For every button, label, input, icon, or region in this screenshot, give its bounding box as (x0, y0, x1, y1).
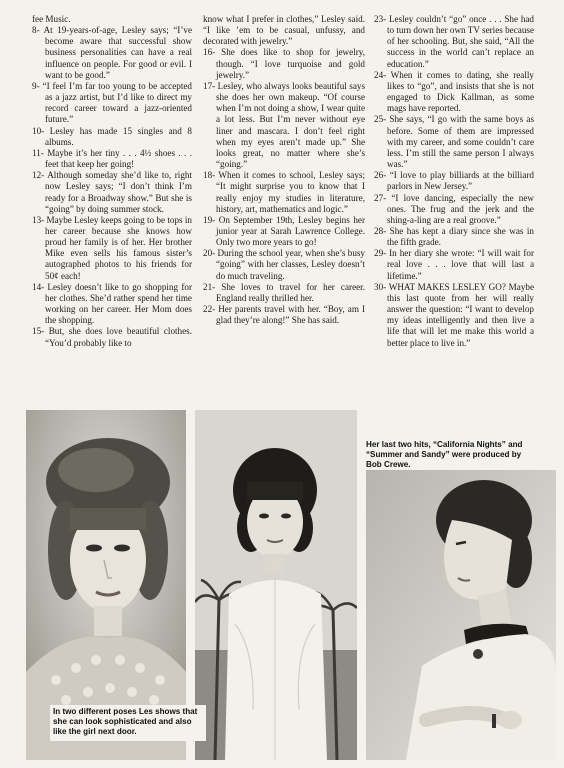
article-paragraph: 22- Her parents travel with her. “Boy, am I glad they’re along!” She has said. (203, 304, 365, 326)
article-paragraph: 11- Maybe it’s her tiny . . . 4½ shoes . . . feet that keep her going! (32, 147, 192, 170)
article-paragraph: 17- Lesley, who always looks beautiful says she does her own makeup. “Of course when I’m not doing a show, I wear quite a lot less. But I’m never without eye liner and mascara. I don’t feel right when my eyes aren’t made up.” She looks great, no matter where she’s “going.” (203, 80, 365, 170)
outdoor-portrait-photo (195, 410, 357, 760)
article-paragraph: 12- Although someday she’d like to, right now Lesley says; “I don’t think I’m ready for a Broadway show.” But she is “going” by doing summer stock. (32, 170, 192, 214)
photo-caption-left: In two different poses Les shows that she can look sophisticated and also like the girl next door. (50, 705, 206, 741)
article-paragraph: 27- “I love dancing, especially the new ones. The frug and the jerk and the shing-a-ling are a real groove.” (374, 192, 534, 225)
article-paragraph: 29- In her diary she wrote: “I will wait for real love . . . love that will last a lifetime.” (374, 248, 534, 281)
article-paragraph: 15- But, she does love beautiful clothes. “You’d probably like to (32, 326, 192, 348)
article-paragraph: 28- She has kept a diary since she was in the fifth grade. (374, 225, 534, 248)
article-paragraph: 10- Lesley has made 15 singles and 8 albums. (32, 125, 192, 147)
article-paragraph: 14- Lesley doesn’t like to go shopping for her clothes. She’d rather spend her time working on her career. Her Mom does the shopping. (32, 281, 192, 326)
article-paragraph: know what I prefer in clothes,” Lesley said. “I like ’em to be casual, unfussy, and decorated with jewelry.” (203, 14, 365, 47)
article-paragraph: 9- “I feel I’m far too young to be accepted as a jazz artist, but I’d like to direct my record career toward a jazz-oriented future.” (32, 80, 192, 125)
article-paragraph: 18- When it comes to school, Lesley says; “It might surprise you to know that I really enjoy my studies in literature, history, art, mathematics and logic.” (203, 170, 365, 214)
article-paragraph: fee Music. (32, 14, 71, 24)
article-paragraph: 24- When it comes to dating, she really likes to “go”, and insists that she is not engaged to Dick Kallman, as some mags have reported. (374, 69, 534, 114)
article-paragraph: 8- At 19-years-of-age, Lesley says; “I’ve become aware that successful show business personalities can have a real influence on people. For good or evil. I want to be good.” (32, 25, 192, 80)
article-column-2 (203, 14, 365, 326)
article-paragraph: 19- On September 19th, Lesley begins her junior year at Sarah Lawrence College. Only two more years to go! (203, 214, 365, 248)
article-paragraph: 21- She loves to travel for her career. England really thrilled her. (203, 281, 365, 303)
article-paragraph: 23- Lesley couldn’t “go” once . . . She had to turn down her own TV series because of her schooling. But, she said, “All the success in the world can’t replace an education.” (374, 14, 534, 69)
photo-caption-right: Her last two hits, “California Nights” and “Summer and Sandy” were produced by Bob Crewe. (366, 440, 523, 469)
article-paragraph: 16- She does like to shop for jewelry, though. “I love turquoise and gold jewelry.” (203, 47, 365, 80)
article-paragraph: 13- Maybe Lesley keeps going to be tops in her career because she knows how proud her family is of her. Her brother Mike even sells his famous sister’s autographed photos to his friends for 50¢ each! (32, 214, 192, 281)
article-paragraph: 25- She says, “I go with the same boys as before. Some of them are impressed with my career, and some couldn’t care less. I’m still the same person I always was.” (374, 114, 534, 170)
article-column-1 (32, 14, 192, 349)
article-paragraph: 30- WHAT MAKES LESLEY GO? Maybe this last quote from her will really answer the question: “I want to develop my ideas intelligently and then live a life that will let me make this world a better place to live in.” (374, 281, 534, 348)
article-column-3 (374, 14, 534, 349)
profile-photo (366, 470, 556, 760)
article-paragraph: 26- “I love to play billiards at the billiard parlors in New Jersey.” (374, 170, 534, 192)
article-paragraph: 20- During the school year, when she’s busy “going” with her classes, Lesley doesn’t do much traveling. (203, 248, 365, 281)
